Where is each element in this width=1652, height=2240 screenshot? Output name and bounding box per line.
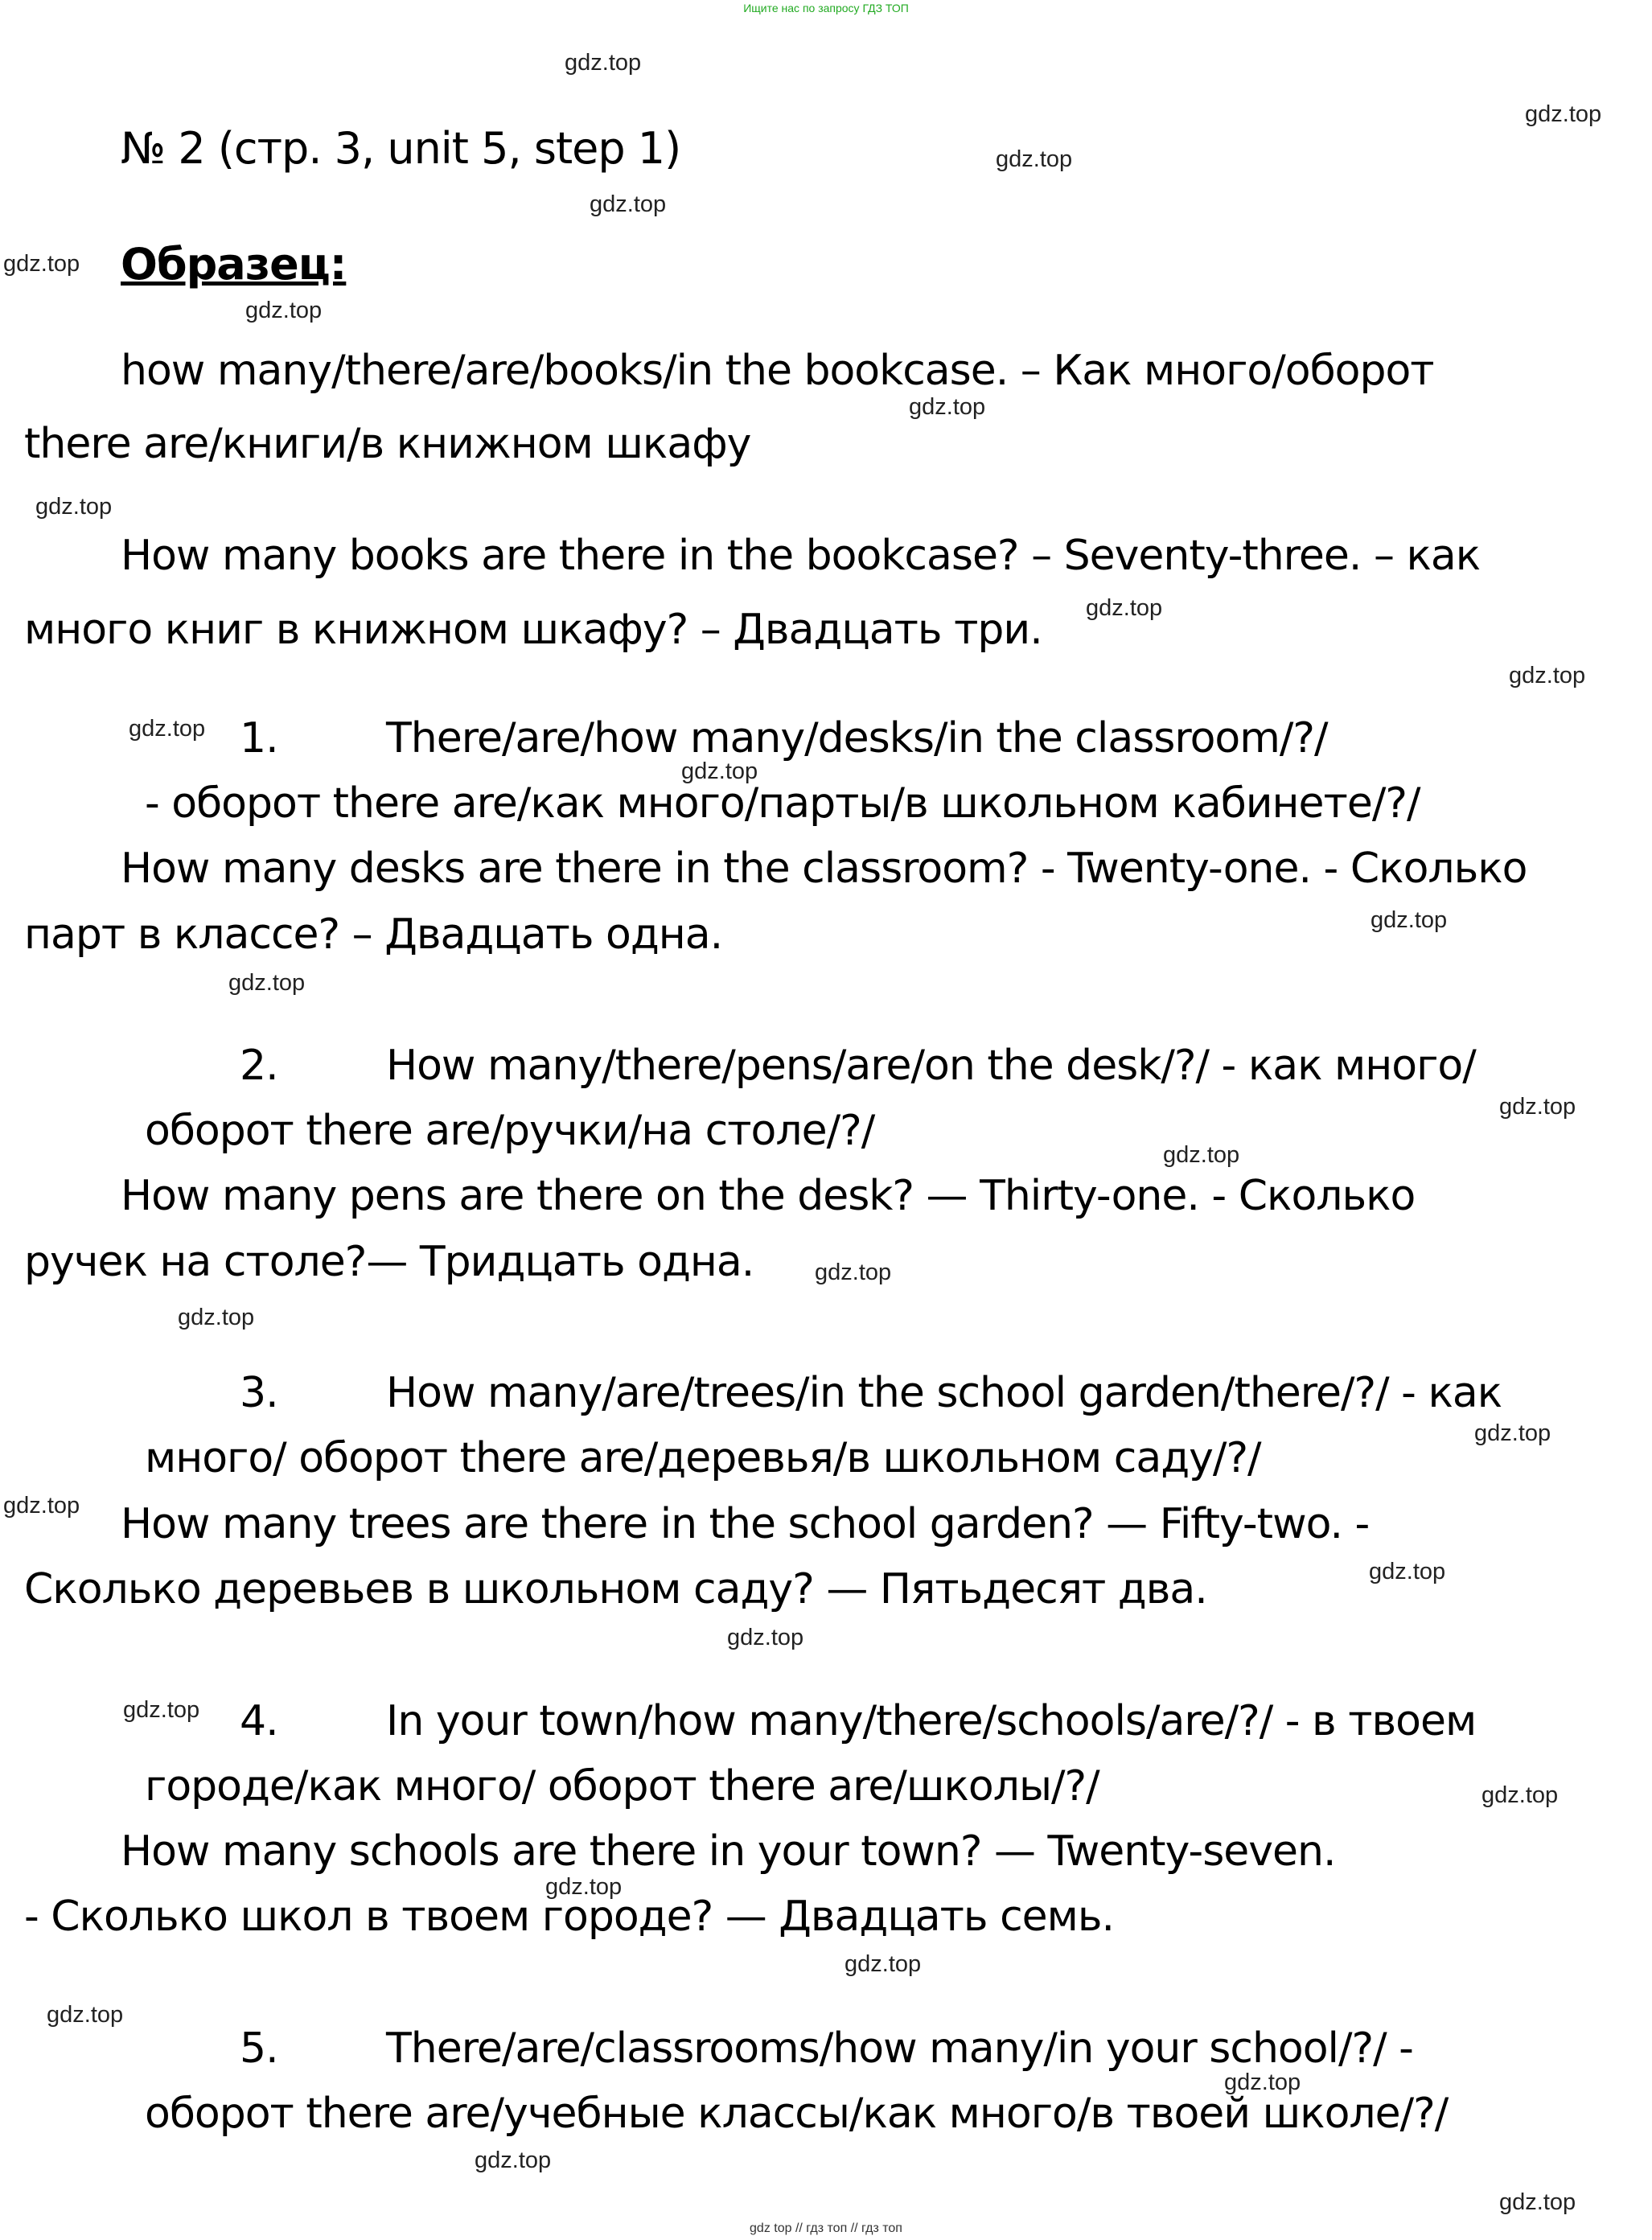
watermark: gdz.top bbox=[1086, 595, 1163, 621]
item-answer-line1: How many desks are there in the classroom? - Twenty-one. - Сколько bbox=[121, 845, 1527, 893]
watermark: gdz.top bbox=[590, 191, 667, 217]
watermark: gdz.top bbox=[815, 1260, 892, 1285]
watermark: gdz.top bbox=[47, 2002, 124, 2028]
watermark: gdz.top bbox=[35, 494, 113, 520]
item-number: 5. bbox=[240, 2024, 278, 2073]
item-answer-line2: - Сколько школ в твоем городе? — Двадцать семь. bbox=[24, 1893, 1115, 1941]
item-prompt-line1: In your town/how many/there/schools/are/?/ - в твоем bbox=[386, 1697, 1477, 1745]
watermark: gdz.top bbox=[1371, 907, 1448, 933]
watermark: gdz.top bbox=[1474, 1420, 1551, 1446]
watermark: gdz.top bbox=[727, 1625, 804, 1650]
item-answer-line2: парт в классе? – Двадцать одна. bbox=[24, 910, 723, 959]
sample-label: Образец: bbox=[121, 239, 347, 290]
watermark: gdz.top bbox=[475, 2148, 552, 2173]
item-answer-line1: How many schools are there in your town? — Twenty-seven. bbox=[121, 1827, 1336, 1876]
watermark: gdz.top bbox=[178, 1305, 255, 1330]
item-prompt-line1: How many/there/pens/are/on the desk/?/ - как много/ bbox=[386, 1042, 1476, 1090]
watermark: gdz.top bbox=[3, 1493, 80, 1519]
item-prompt-line1: How many/are/trees/in the school garden/there/?/ - как bbox=[386, 1369, 1502, 1417]
item-answer-line1: How many pens are there on the desk? — Thirty-one. - Сколько bbox=[121, 1172, 1416, 1220]
exercise-title: № 2 (стр. 3, unit 5, step 1) bbox=[121, 123, 681, 174]
item-prompt-line1: There/are/classrooms/how many/in your school/?/ - bbox=[386, 2024, 1413, 2073]
watermark: gdz.top bbox=[681, 758, 758, 784]
watermark: gdz.top bbox=[1224, 2069, 1301, 2095]
watermark: gdz.top bbox=[1499, 1094, 1576, 1120]
item-answer-line2: Сколько деревьев в школьном саду? — Пятьдесят два. bbox=[24, 1565, 1207, 1613]
item-prompt-line2: много/ оборот there are/деревья/в школьном саду/?/ bbox=[145, 1434, 1261, 1482]
top-banner: Ищите нас по запросу ГДЗ ТОП bbox=[743, 2, 909, 14]
item-answer-line2: ручек на столе?— Тридцать одна. bbox=[24, 1238, 754, 1286]
watermark: gdz.top bbox=[1481, 1782, 1559, 1808]
watermark: gdz.top bbox=[545, 1874, 623, 1900]
watermark: gdz.top bbox=[129, 716, 206, 742]
item-number: 2. bbox=[240, 1042, 278, 1090]
item-number: 3. bbox=[240, 1369, 278, 1417]
watermark: gdz.top bbox=[1499, 2189, 1576, 2215]
watermark: gdz.top bbox=[123, 1697, 200, 1723]
watermark: gdz.top bbox=[1509, 663, 1586, 688]
watermark: gdz.top bbox=[1525, 101, 1602, 127]
sample-answer-line1: How many books are there in the bookcase? – Seventy-three. – как bbox=[121, 532, 1481, 580]
watermark: gdz.top bbox=[1369, 1559, 1446, 1584]
watermark: gdz.top bbox=[996, 146, 1073, 172]
item-prompt-line1: There/are/how many/desks/in the classroom/?/ bbox=[386, 714, 1328, 762]
item-number: 4. bbox=[240, 1697, 278, 1745]
sample-prompt-line2: there are/книги/в книжном шкафу bbox=[24, 420, 751, 468]
sample-answer-line2: много книг в книжном шкафу? – Двадцать три. bbox=[24, 606, 1042, 654]
watermark: gdz.top bbox=[245, 298, 323, 323]
sample-prompt-line1: how many/there/are/books/in the bookcase. – Как много/оборот bbox=[121, 347, 1434, 395]
item-prompt-line2: оборот there are/учебные классы/как много/в твоей школе/?/ bbox=[145, 2090, 1449, 2138]
watermark: gdz.top bbox=[3, 251, 80, 277]
watermark: gdz.top bbox=[909, 394, 986, 420]
item-prompt-line2: - оборот there are/как много/парты/в школьном кабинете/?/ bbox=[145, 779, 1420, 828]
watermark: gdz.top bbox=[1163, 1142, 1240, 1168]
watermark: gdz.top bbox=[844, 1951, 922, 1977]
item-prompt-line2: городе/как много/ оборот there are/школы/?/ bbox=[145, 1762, 1099, 1810]
item-number: 1. bbox=[240, 714, 278, 762]
watermark: gdz.top bbox=[228, 970, 306, 996]
item-prompt-line2: оборот there are/ручки/на столе/?/ bbox=[145, 1107, 875, 1155]
watermark: gdz.top bbox=[565, 50, 642, 76]
bottom-banner: gdz top // гдз топ // гдз топ bbox=[750, 2222, 902, 2235]
item-answer-line1: How many trees are there in the school garden? — Fifty-two. - bbox=[121, 1500, 1370, 1548]
